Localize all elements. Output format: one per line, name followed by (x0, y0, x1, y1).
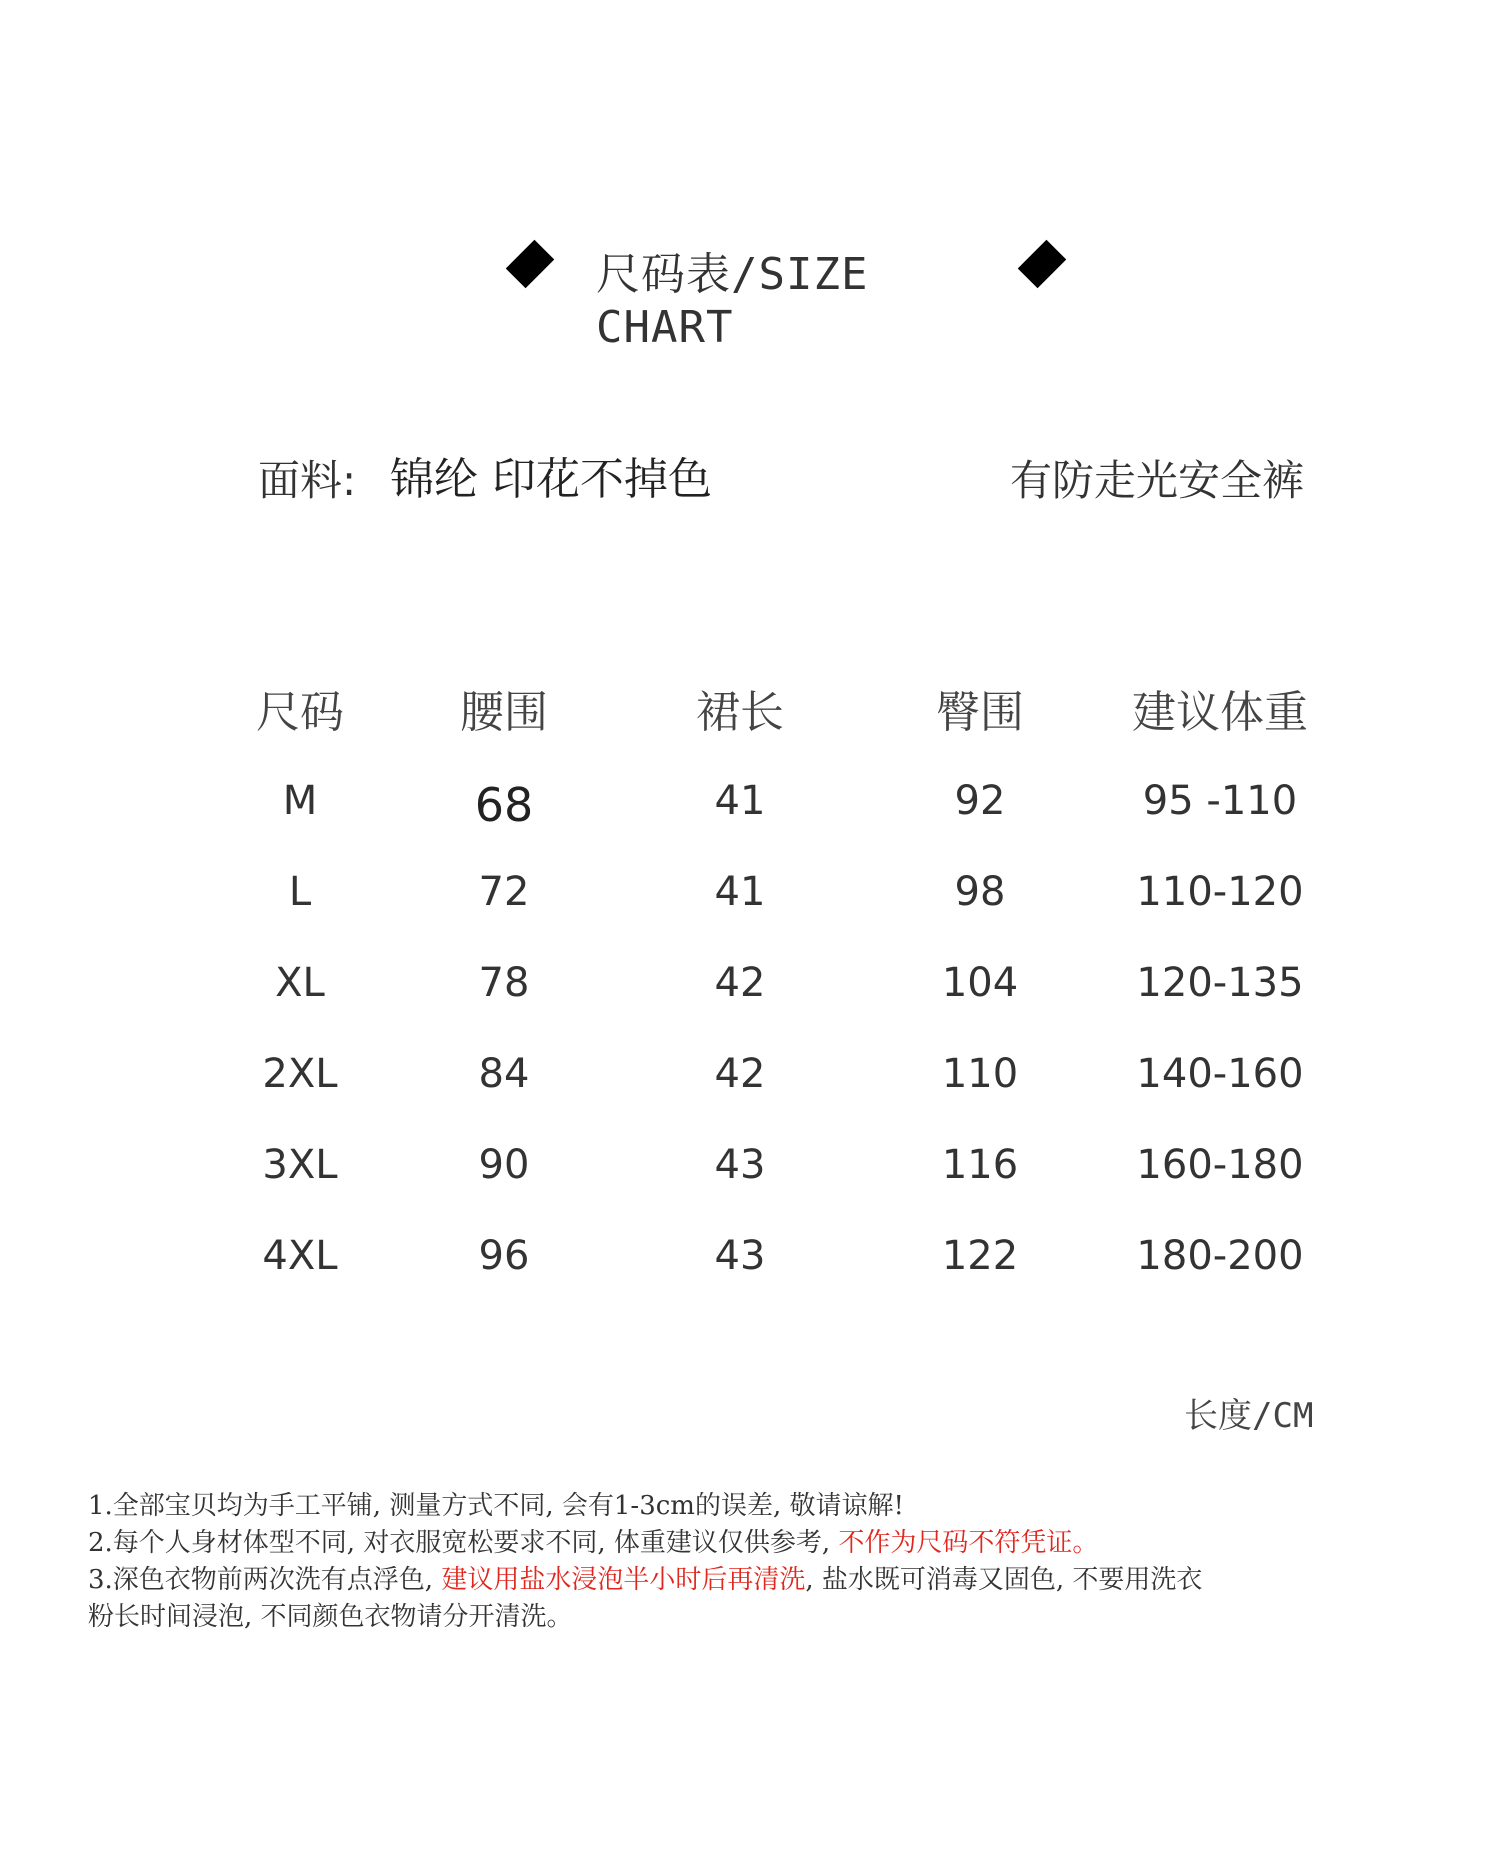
unit-label: 长度/CM (1184, 1396, 1314, 1436)
note-2-text: 2.每个人身材体型不同, 对衣服宽松要求不同, 体重建议仅供参考, (88, 1528, 839, 1558)
note-3 (88, 1562, 1428, 1599)
note-3-text-cont: , 盐水既可消毒又固色, 不要用洗衣 (805, 1565, 1203, 1595)
size-table (200, 676, 1350, 1324)
column-header-size: 尺码 (256, 687, 344, 738)
column-header-skirt-length: 裙长 (696, 687, 784, 738)
note-2 (88, 1525, 1428, 1562)
note-3-text: 3.深色衣物前两次洗有点浮色, (88, 1565, 442, 1595)
fabric-value: 锦纶 印花不掉色 (390, 454, 712, 505)
table-cell: 72 (478, 869, 530, 915)
table-cell: 42 (714, 960, 766, 1006)
note-1: 1.全部宝贝均为手工平铺, 测量方式不同, 会有1-3cm的误差, 敬请谅解! (88, 1491, 904, 1521)
table-row (200, 1142, 1350, 1233)
table-cell: 2XL (262, 1051, 338, 1097)
table-cell: XL (275, 960, 325, 1006)
table-row (200, 869, 1350, 960)
table-cell: 4XL (262, 1233, 338, 1279)
table-cell: 95 -110 (1142, 778, 1298, 824)
table-cell: 90 (478, 1142, 530, 1188)
table-cell: 41 (714, 778, 766, 824)
table-cell: L (288, 869, 312, 915)
table-cell: 110-120 (1136, 869, 1304, 915)
page-title: 尺码表/SIZE CHART (596, 249, 869, 353)
table-cell: 92 (954, 778, 1006, 824)
column-header-hip: 臀围 (936, 687, 1024, 738)
table-cell: 110 (941, 1051, 1019, 1097)
note-4: 粉长时间浸泡, 不同颜色衣物请分开清洗。 (88, 1602, 573, 1632)
table-cell: 84 (478, 1051, 530, 1097)
fabric-label: 面料: (258, 456, 357, 505)
table-cell: 104 (941, 960, 1019, 1006)
table-row (200, 1233, 1350, 1324)
table-cell: 43 (714, 1142, 766, 1188)
table-cell: 120-135 (1136, 960, 1304, 1006)
table-cell: M (282, 778, 318, 824)
table-cell: 116 (941, 1142, 1019, 1188)
column-header-waist: 腰围 (460, 687, 548, 738)
table-row (200, 960, 1350, 1051)
table-cell: 78 (478, 960, 530, 1006)
table-cell: 180-200 (1136, 1233, 1304, 1279)
diamond-left-icon (506, 240, 555, 289)
table-cell: 96 (478, 1233, 530, 1279)
table-cell: 41 (714, 869, 766, 915)
safety-note: 有防走光安全裤 (1010, 456, 1305, 505)
table-cell: 160-180 (1136, 1142, 1304, 1188)
table-cell: 122 (941, 1233, 1019, 1279)
table-header-row (200, 676, 1350, 778)
table-row (200, 1051, 1350, 1142)
table-cell: 98 (954, 869, 1006, 915)
column-header-weight: 建议体重 (1132, 687, 1308, 738)
table-cell: 68 (474, 778, 534, 832)
note-2-warning: 不作为尺码不符凭证。 (838, 1528, 1099, 1558)
table-cell: 3XL (262, 1142, 338, 1188)
table-row (200, 778, 1350, 869)
note-3-warning: 建议用盐水浸泡半小时后再清洗 (441, 1565, 806, 1595)
notes-section (88, 1488, 1428, 1636)
table-cell: 42 (714, 1051, 766, 1097)
table-cell: 140-160 (1136, 1051, 1304, 1097)
table-cell: 43 (714, 1233, 766, 1279)
diamond-right-icon (1018, 240, 1067, 289)
